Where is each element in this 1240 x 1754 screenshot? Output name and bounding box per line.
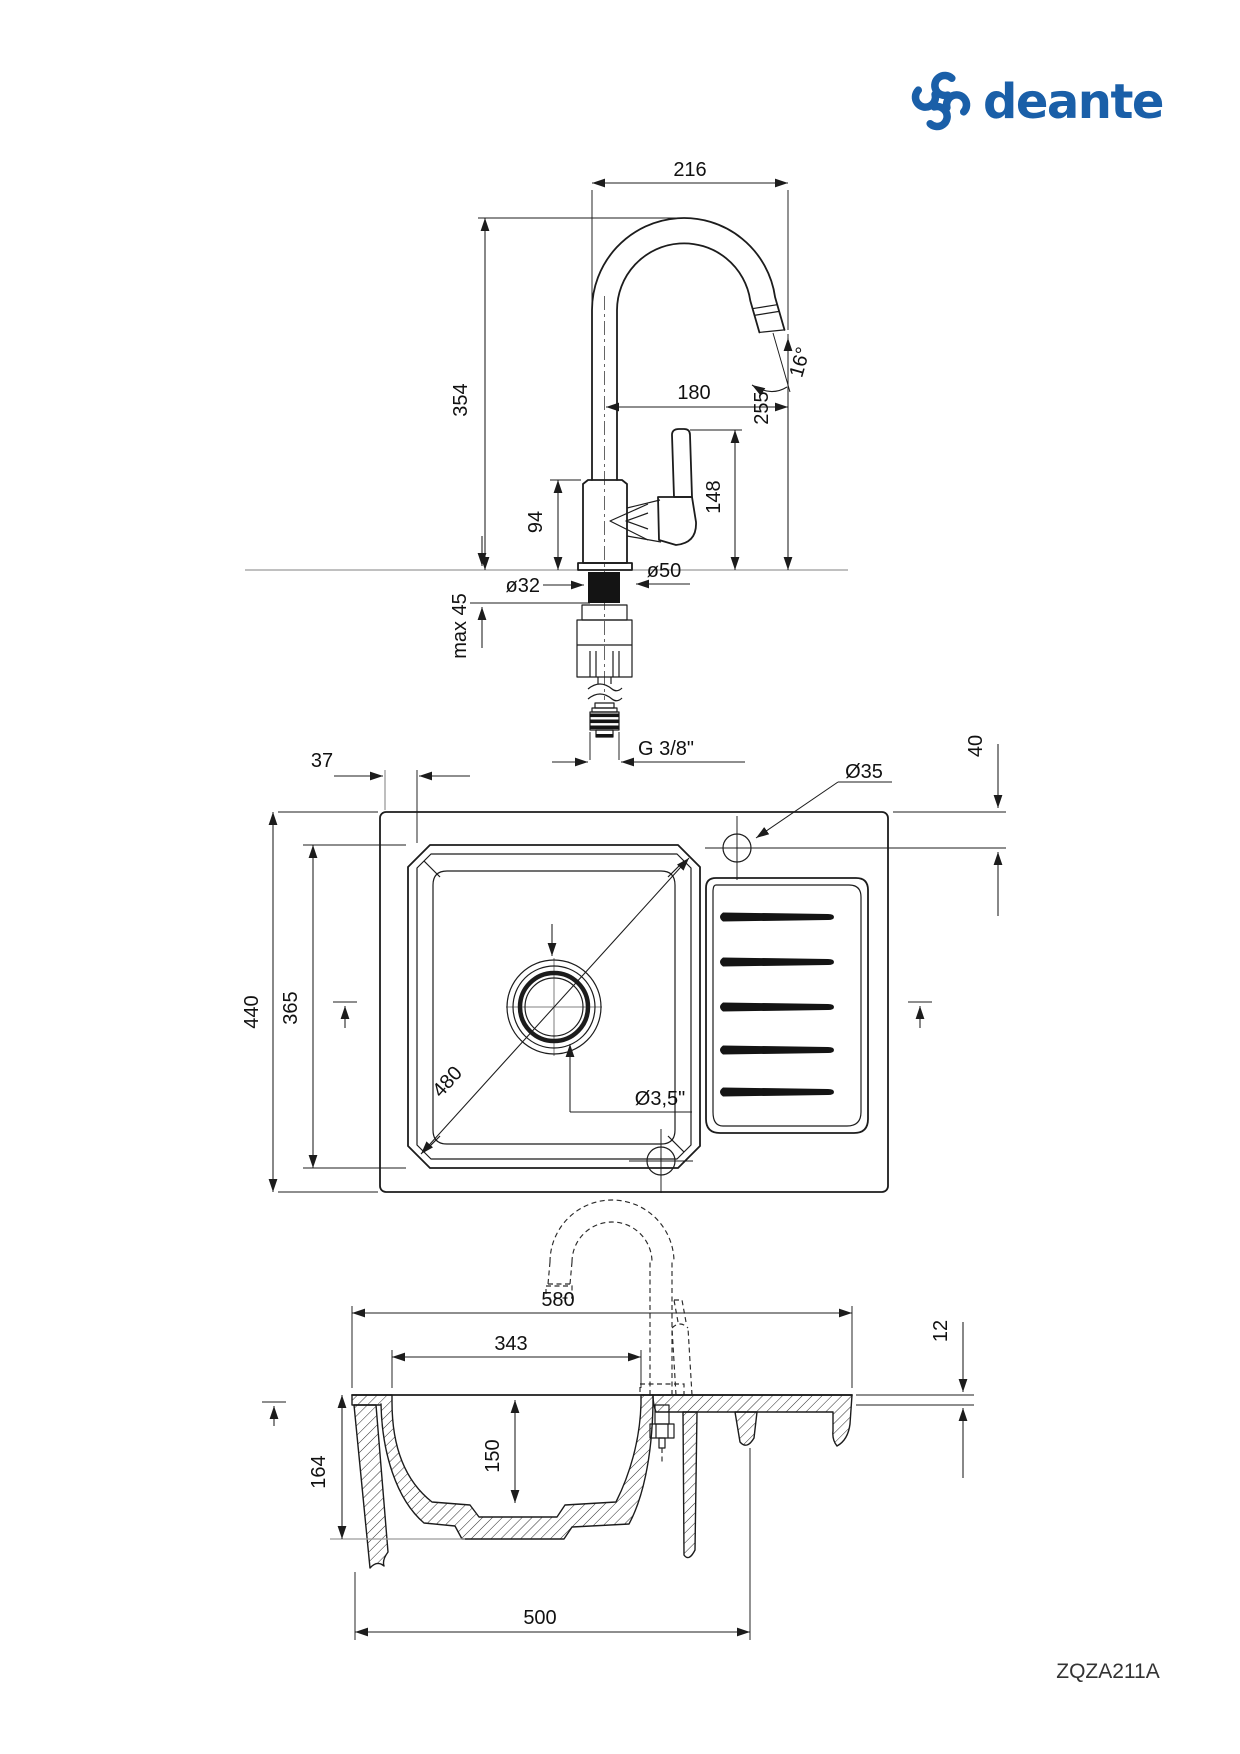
faucet-front-view xyxy=(245,159,848,762)
dim-label-580: 580 xyxy=(541,1289,575,1311)
sink-plan-view xyxy=(241,735,1006,1193)
dim-label-255: 255 xyxy=(751,391,773,425)
dim-spout-width xyxy=(592,159,788,330)
dim-label-164: 164 xyxy=(308,1455,330,1489)
drainboard xyxy=(706,878,868,1133)
center-mark-right xyxy=(908,1002,932,1028)
dim-tap-hole-diameter xyxy=(756,761,892,838)
dim-label-480: 480 xyxy=(428,1062,467,1102)
dim-label-o32: ø32 xyxy=(505,575,540,597)
right-skirt-section xyxy=(735,1412,757,1445)
faucet-spout xyxy=(592,218,785,480)
dim-label-g38: G 3/8" xyxy=(638,738,695,760)
center-mark-left xyxy=(333,1002,357,1028)
faucet-mounting xyxy=(470,572,632,677)
dim-total-height xyxy=(450,218,686,570)
dim-label-148: 148 xyxy=(703,480,725,514)
dim-label-354: 354 xyxy=(450,383,472,417)
dim-label-40: 40 xyxy=(965,734,987,758)
dim-base-diameter xyxy=(636,560,690,584)
dim-label-216: 216 xyxy=(673,159,707,181)
brand-wordmark: deante xyxy=(983,74,1163,130)
dim-rim-height xyxy=(856,1320,974,1478)
dim-label-12: 12 xyxy=(930,1319,952,1343)
dim-outlet-height xyxy=(751,338,788,570)
faucet-silhouette-dashed xyxy=(546,1200,692,1462)
dim-body-height xyxy=(525,480,581,570)
dim-label-o50: ø50 xyxy=(646,560,682,582)
dim-spout-angle xyxy=(752,333,815,392)
dim-supply-thread xyxy=(552,732,745,762)
supply-hose xyxy=(588,677,622,737)
faucet-body xyxy=(578,480,632,570)
dim-label-150: 150 xyxy=(482,1439,504,1473)
dim-label-16deg: 16° xyxy=(785,344,815,380)
sink-outline xyxy=(380,812,888,1192)
dim-label-343: 343 xyxy=(494,1333,528,1355)
dim-bowl-length xyxy=(280,845,406,1168)
section-material xyxy=(352,1395,852,1568)
dim-bowl-depth xyxy=(482,1400,515,1503)
dim-drain-size xyxy=(552,924,692,1112)
dim-shank-diameter xyxy=(506,575,584,597)
dim-bowl-top-width xyxy=(392,1333,641,1388)
dim-overall-width xyxy=(352,1289,852,1388)
faucet-handle xyxy=(610,429,696,545)
drawing-code: ZQZA211A xyxy=(1056,1660,1160,1683)
sink-section-view xyxy=(262,1200,974,1640)
dim-label-365: 365 xyxy=(280,991,302,1025)
dim-label-o35in: Ø3,5" xyxy=(634,1088,686,1110)
dim-label-500: 500 xyxy=(523,1607,557,1629)
dim-label-94: 94 xyxy=(525,510,547,534)
deante-logo xyxy=(909,69,1163,132)
center-mark-section xyxy=(262,1402,286,1426)
deante-pinwheel-icon xyxy=(909,69,972,132)
dim-max-thickness xyxy=(449,536,482,659)
support-rib-section xyxy=(683,1412,697,1558)
dim-label-440: 440 xyxy=(241,995,263,1029)
dim-rim-offset xyxy=(311,750,470,843)
dim-label-o35: Ø35 xyxy=(845,761,883,783)
dim-handle-height xyxy=(690,430,742,570)
dim-label-37: 37 xyxy=(310,750,334,772)
tap-hole-bottom xyxy=(629,1129,693,1193)
dim-label-max45: max 45 xyxy=(449,593,471,659)
dim-overall-depth xyxy=(241,812,378,1192)
dim-label-180: 180 xyxy=(677,382,711,404)
